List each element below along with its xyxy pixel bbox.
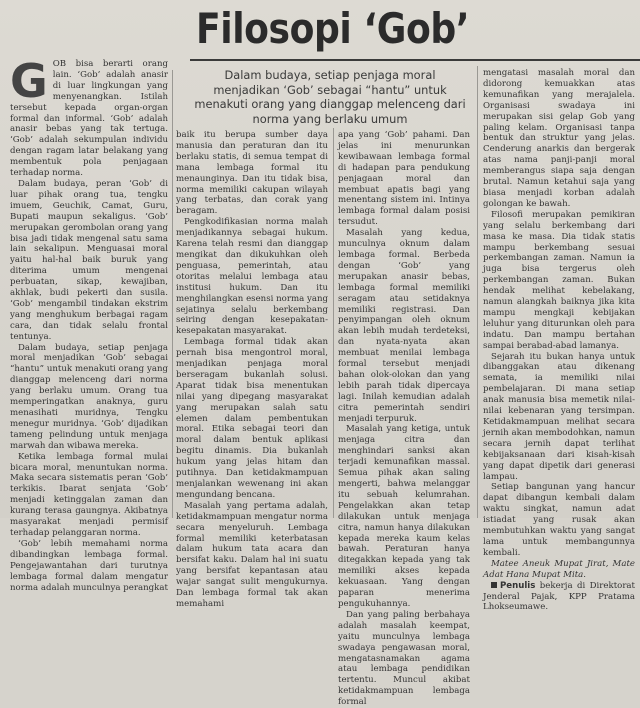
paragraph: mengatasi masalah moral dan didorong kemuakkan atas kemunafikan yang merajalela. Organisasi swadaya ini merupakan sisi gelap Gob yang paling kelam. Organisasi tanpa bentuk dan struktur yang jelas. Cenderung anarkis dan bergerak atas nama panji-panji moral memberangus siapa saja dengan brutal. Namun ketahui saja yang biasa menjadi korban adalah golongan ke bawah. — [483, 68, 635, 209]
column-3 — [338, 130, 470, 708]
lead-paragraph: Dalam budaya, setiap penjaga moral menjadikan ‘Gob’ sebagai “hantu” untuk menakuti orang yang dianggap melenceng dari norma yang berlaku umum — [194, 68, 466, 126]
column-1 — [10, 54, 168, 593]
paragraph: Pengkodifikasian norma malah menjadikannya sebagai hukum. Karena telah resmi dan dianggap mengikat dan dikukuhkan oleh penguasa, pemerintah, atau otoritas melalui lembaga atau institusi hukum. Dan itu menghilangkan esensi norma yang sejatinya selalu berkembang seiring dengan kesepakatan-kesepakatan masyarakat. — [176, 217, 328, 337]
column-4 — [483, 68, 636, 613]
paragraph: Sejarah itu bukan hanya untuk dibanggakan atau dikenang semata, ia memiliki nilai pembelajaran. Di mana setiap anak manusia bisa memetik nilai-nilai kebenaran yang tersimpan. Ketidakmampuan melihat secara jernih akan membodohkan, namun secara jernih dapat terlihat kebijaksanaan dari kisah-kisah yang dapat dipetik dari generasi lampau. — [483, 351, 635, 482]
paragraph: Masalah yang ketiga, untuk menjaga citra dan menghindari sanksi akan terjadi kemunafikan massal. Semua pihak akan saling mengerti, bahwa melanggar itu sebuah kelumrahan. Pengelakkan akan tetap dilakukan untuk menjaga citra, namun hanya dilakukan kepada mereka kaum kelas bawah. Peraturan hanya ditegakkan kepada yang tak memiliki akses kepada kekuasaan. Yang dengan paparan menerima pengukuhannya. — [338, 424, 470, 609]
paragraph: Setiap bangunan yang hancur dapat dibangun kembali dalam waktu singkat, namun adat istiadat yang rusak akan membutuhkan waktu yang sangat lama untuk membangunnya kembali. — [483, 482, 635, 558]
paragraph: Dan yang paling berbahaya adalah masalah keempat, yaitu munculnya lembaga swadaya pengawasan moral, mengatasnamakan agama atau lembaga pendidikan tertentu. Muncul akibat ketidakmampuan lembaga formal — [338, 609, 470, 708]
paragraph: Ketika lembaga formal mulai bicara moral, menuntukan norma. Maka secara sistematis peran ‘Gob’ terkikis. Ibarat senjata ‘Gob’ menjadi ketinggalan zaman dan kurang terasa gaungnya. Akibatnya masyarakat menjadi permisif terhadap pelanggaran norma. — [10, 451, 168, 538]
paragraph: Masalah yang pertama adalah, ketidakmampuan mengatur norma secara menyeluruh. Lembaga formal memiliki keterbatasan dalam hukum tata acara dan bersifat kaku. Dalam hal ini suatu yang bersifat kepantasan atau wajar sangat sulit mengukurnya. Dan lembaga formal tak akan memahami — [176, 500, 328, 609]
column-divider — [333, 128, 334, 518]
closing-proverb: Matee Aneuk Mupat Jirat, Mate Adat Hana Mupat Mita. — [483, 558, 635, 580]
author-bio: bekerja di Direktorat Jenderal Pajak, KPP Pratama Lhokseumawe. — [483, 580, 636, 613]
paragraph: Masalah yang kedua, munculnya oknum dalam lembaga formal. Berbeda dengan ‘Gob’ yang merupakan anasir bebas, lembaga formal memiliki seragam atau setidaknya memiliki registrasi. Dan penyimpangan oleh oknum akan lebih mudah terdeteksi, dan nyata-nyata akan membuat menilai lembaga formal tersebut menjadi bahan olok-olokan dan yang lebih parah tidak dipercaya lagi. Inilah kemudian adalah citra pemerintah sendiri menjadi terpuruk. — [338, 228, 470, 424]
author-note — [483, 581, 635, 614]
column-2 — [176, 130, 328, 609]
paragraph: apa yang ‘Gob’ pahami. Dan jelas ini menurunkan kewibawaan lembaga formal di hadapan para pendukung penjagaan moral dan membuat apatis bagi yang menentang sistem ini. Intinya lembaga formal dalam posisi tersudut. — [338, 130, 470, 228]
author-label: Penulis — [500, 580, 536, 591]
drop-cap: G — [10, 54, 48, 108]
paragraph: Dalam budaya, setiap penjaga moral menjadikan ‘Gob’ sebagai “hantu” untuk menakuti orang yang dianggap melenceng dari norma yang berlaku umum. Orang tua memperingatkan anaknya, guru menasihati muridnya, Tengku menegur muridnya. ‘Gob’ dijadikan tameng pelindung untuk menjaga marwah dan wibawa mereka. — [10, 342, 168, 451]
paragraph: Lembaga formal tidak akan pernah bisa mengontrol moral, menjadikan penjaga moral berseragam bukanlah solusi. Aparat tidak bisa menentukan nilai yang dipegang masyarakat yang merupakan salah satu elemen dalam pembentukan moral. Etika sebagai teori dan moral dalam bentuk aplikasi begitu dinamis. Dia bukanlah hukum yang jelas hitam dan putihnya. Dan ketidakmampuan menjalankan wewenang ini akan mengundang bencana. — [176, 337, 328, 500]
article-title: Filosopi ‘Gob’ — [196, 4, 470, 53]
paragraph: ‘Gob’ lebih memahami norma dibandingkan lembaga formal. Pengejawantahan dari turutnya lembaga formal dalam mengatur norma adalah munculnya perangkat — [10, 538, 168, 593]
title-rule — [190, 59, 640, 61]
square-bullet-icon — [491, 582, 497, 588]
paragraph: GOB bisa berarti orang lain. ‘Gob’ adalah anasir di luar lingkungan yang menyenangkan. Istilah tersebut kepada organ-organ formal dan informal. ‘Gob’ adalah anasir bebas yang tak tertuga. ‘Gob’ adalah sekumpulan individu dengan ragam latar belakang yang membentuk pola penjagaan terhadap norma. — [10, 54, 168, 179]
paragraph: baik itu berupa sumber daya manusia dan peraturan dan itu berlaku statis, di semua tempat di mana lembaga formal itu menaunginya. Dan itu tidak bisa, norma memiliki cakupan wilayah yang terbatas, dan corak yang beragam. — [176, 130, 328, 217]
column-divider — [172, 70, 173, 518]
paragraph: Filosofi merupakan pemikiran yang selalu berkembang dari masa ke masa. Dia tidak statis mampu berkembang sesuai perkembangan zaman. Namun ia juga bisa tergerus oleh perkembangan zaman. Bukan hendak melihat kebelakang, namun alangkah baiknya jika kita mampu mengkaji kebijakan leluhur yang diturunkan oleh para indatu. Dan mampu bertahan sampai berabad-abad lamanya. — [483, 209, 635, 351]
column-divider — [477, 66, 478, 518]
paragraph: Dalam budaya, peran ‘Gob’ di luar pihak orang tua, tengku imuem, Geuchik, Camat, Guru, Bupati maupun sekaligus. ‘Gob’ merupakan gerombolan orang yang bisa jadi tidak mengenal satu sama lain sekalipun. Menguasai moral yaitu hal-hal baik buruk yang diterima umum mengenai perbuatan, sikap, kewajiban, akhlak, budi pekerti dan susila. ‘Gob’ mengambil tindakan ekstrim yang menghukum berbagai ragam cara, dan tidak selalu frontal tentunya. — [10, 178, 168, 342]
